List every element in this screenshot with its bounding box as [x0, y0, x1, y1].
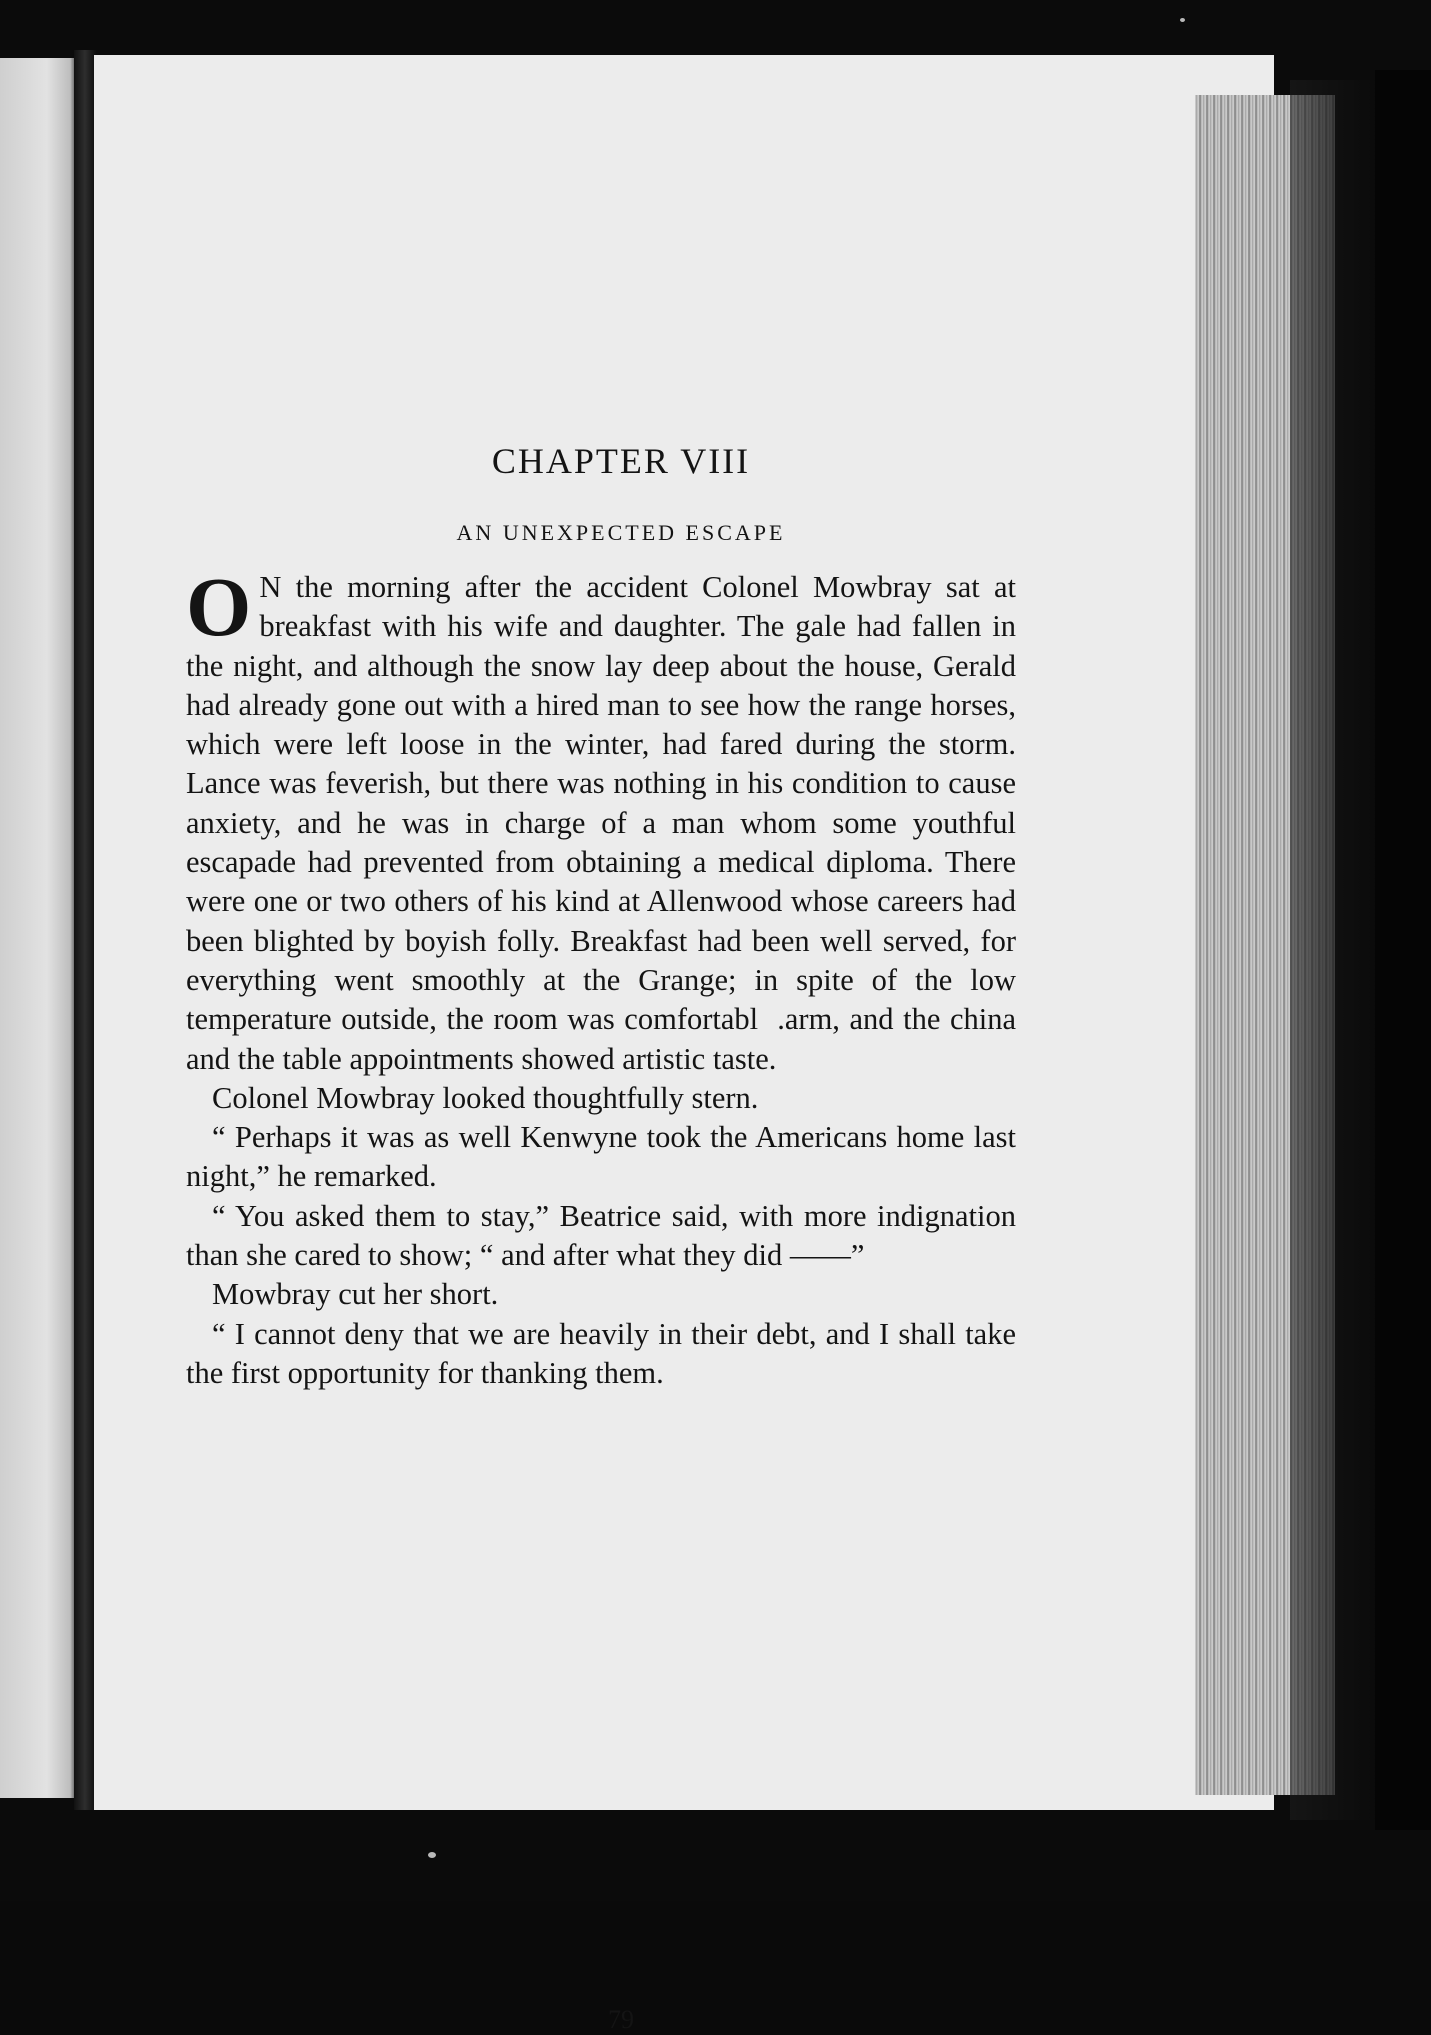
- book-gutter: [74, 50, 96, 1810]
- paragraph: “ I cannot deny that we are heavily in their debt, and I shall take the first opportunity for thanking them.: [186, 1316, 1016, 1390]
- scan-speck: [1180, 18, 1185, 22]
- paragraph: Colonel Mowbray looked thoughtfully stern.: [212, 1080, 759, 1115]
- chapter-title: CHAPTER VIII: [491, 441, 751, 481]
- facing-page-edge: [0, 58, 78, 1798]
- chapter-subtitle: AN UNEXPECTED ESCAPE: [456, 520, 786, 545]
- scan-speck: [428, 1852, 436, 1858]
- page-text-block: [186, 420, 1016, 2034]
- book-cover-edge: [1375, 70, 1431, 1830]
- opening-paragraph: [186, 561, 1016, 1079]
- page-edges-shadow: [1290, 80, 1380, 1820]
- paragraph: “ Perhaps it was as well Kenwyne took the Americans home last night,” he remarked.: [186, 1120, 1016, 1194]
- page-number: 79: [608, 2005, 634, 2034]
- drop-cap: O: [186, 561, 252, 654]
- paragraph: “ You asked them to stay,” Beatrice said, with more indignation than she cared to show; “ and after what they did ——”: [186, 1198, 1016, 1273]
- paragraph-text: N the morning after the accident Colonel Mowbray sat at breakfast with his wife and daughter. The gale had fallen in the night, and although the snow lay deep about the house, Gerald had already gone out with a hired man to see how the range horses, which were left loose in the winter, had fared during the storm. Lance was feverish, but there was nothing in his condition to cause anxiety, and he was in charge of a man whom some youthful escapade had prevented from obtaining a medical diploma. There were one or two others of his kind at Allenwood whose careers had been blighted by boyish folly. Breakfast had been well served, for everything went smoothly at the Grange; in spite of the low temperature outside, the room was comfortabl .arm, and the china and the table appointments showed artistic taste.: [186, 570, 1016, 1076]
- paragraph: Mowbray cut her short.: [212, 1277, 499, 1312]
